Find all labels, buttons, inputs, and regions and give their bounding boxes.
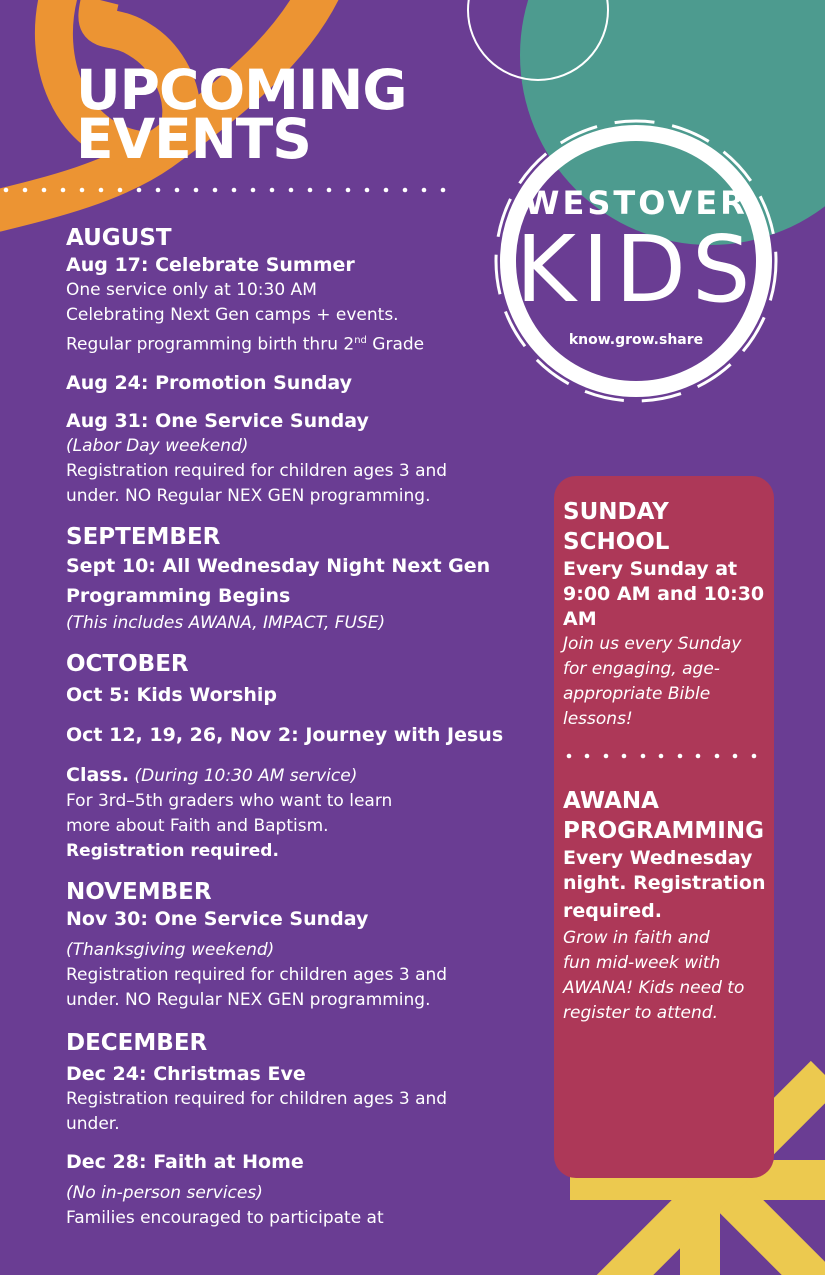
sunday-school-time: Every Sunday at: [563, 558, 738, 580]
event-detail: under. NO Regular NEX GEN programming.: [66, 485, 431, 506]
month-december: DECEMBER: [66, 1029, 208, 1056]
month-september: SEPTEMBER: [66, 523, 221, 550]
event-title: Class.: [66, 763, 130, 786]
title-line-1: UPCOMING: [76, 58, 407, 122]
awana-time: night. Registration: [563, 872, 766, 894]
month-october: OCTOBER: [66, 650, 189, 677]
logo-tagline: know.grow.share: [568, 332, 704, 348]
logo-word-kids: KIDS: [515, 216, 757, 323]
event-detail: Registration required for children ages 3 and: [66, 1088, 448, 1109]
event-title: Dec 24: Christmas Eve: [66, 1062, 306, 1085]
sunday-school-description: appropriate Bible: [563, 684, 711, 704]
awana-time: Every Wednesday: [563, 847, 753, 869]
event-note: (No in-person services): [66, 1182, 263, 1203]
event-note: (This includes AWANA, IMPACT, FUSE): [66, 612, 386, 633]
event-title: Programming Begins: [66, 584, 291, 607]
awana-time: required.: [563, 900, 662, 922]
sidebar-content: [563, 497, 773, 1026]
event-detail: under. NO Regular NEX GEN programming.: [66, 989, 431, 1010]
sunday-school-title: SCHOOL: [563, 529, 670, 555]
awana-description: fun mid-week with: [563, 953, 721, 973]
event-detail-text: Grade: [366, 334, 425, 355]
dotted-divider: [0, 184, 460, 196]
awana-title: PROGRAMMING: [563, 818, 764, 844]
event-detail-bold: Registration required.: [66, 840, 279, 861]
sunday-school-title: SUNDAY: [563, 499, 669, 525]
event-detail: under.: [66, 1113, 120, 1134]
event-note: (Labor Day weekend): [66, 435, 249, 456]
event-title: Dec 28: Faith at Home: [66, 1150, 304, 1173]
event-detail-text: Regular programming birth thru 2: [66, 334, 355, 355]
event-detail: [66, 328, 506, 358]
awana-description: AWANA! Kids need to: [563, 978, 745, 998]
event-note: (During 10:30 AM service): [134, 765, 358, 786]
event-title: Nov 30: One Service Sunday: [66, 907, 369, 930]
event-title: Aug 31: One Service Sunday: [66, 409, 369, 432]
event-detail: Registration required for children ages 3 and: [66, 964, 448, 985]
event-detail: For 3rd–5th graders who want to learn: [66, 790, 393, 811]
event-title: Aug 24: Promotion Sunday: [66, 371, 353, 394]
month-august: AUGUST: [66, 225, 172, 251]
month-november: NOVEMBER: [66, 878, 212, 905]
logo-word-westover: WESTOVER: [524, 184, 748, 222]
event-detail: Celebrating Next Gen camps + events.: [66, 305, 399, 325]
sidebar-dotted-divider: [563, 750, 763, 762]
sunday-school-description: Join us every Sunday: [563, 634, 742, 654]
event-title-continued: [66, 762, 506, 789]
event-detail: Families encouraged to participate at: [66, 1207, 384, 1228]
event-title: Aug 17: Celebrate Summer: [66, 254, 355, 276]
event-title: Sept 10: All Wednesday Night Next Gen: [66, 554, 491, 577]
sunday-school-time: 9:00 AM and 10:30: [563, 583, 765, 605]
awana-description: Grow in faith and: [563, 928, 710, 948]
event-title: Oct 12, 19, 26, Nov 2: Journey with Jesus: [66, 723, 504, 746]
event-note: (Thanksgiving weekend): [66, 939, 275, 960]
event-detail: Registration required for children ages 3 and: [66, 460, 448, 481]
event-detail: more about Faith and Baptism.: [66, 815, 329, 836]
event-title: Oct 5: Kids Worship: [66, 683, 277, 706]
awana-title: AWANA: [563, 788, 659, 814]
awana-description: register to attend.: [563, 1003, 718, 1023]
superscript: nd: [354, 335, 367, 346]
event-detail: One service only at 10:30 AM: [66, 280, 317, 300]
page-title: [76, 58, 407, 171]
sunday-school-time: AM: [563, 608, 597, 630]
title-line-2: EVENTS: [76, 107, 311, 171]
sunday-school-description: lessons!: [563, 709, 633, 729]
events-list: [66, 224, 506, 1231]
sunday-school-description: for engaging, age-: [563, 659, 720, 679]
